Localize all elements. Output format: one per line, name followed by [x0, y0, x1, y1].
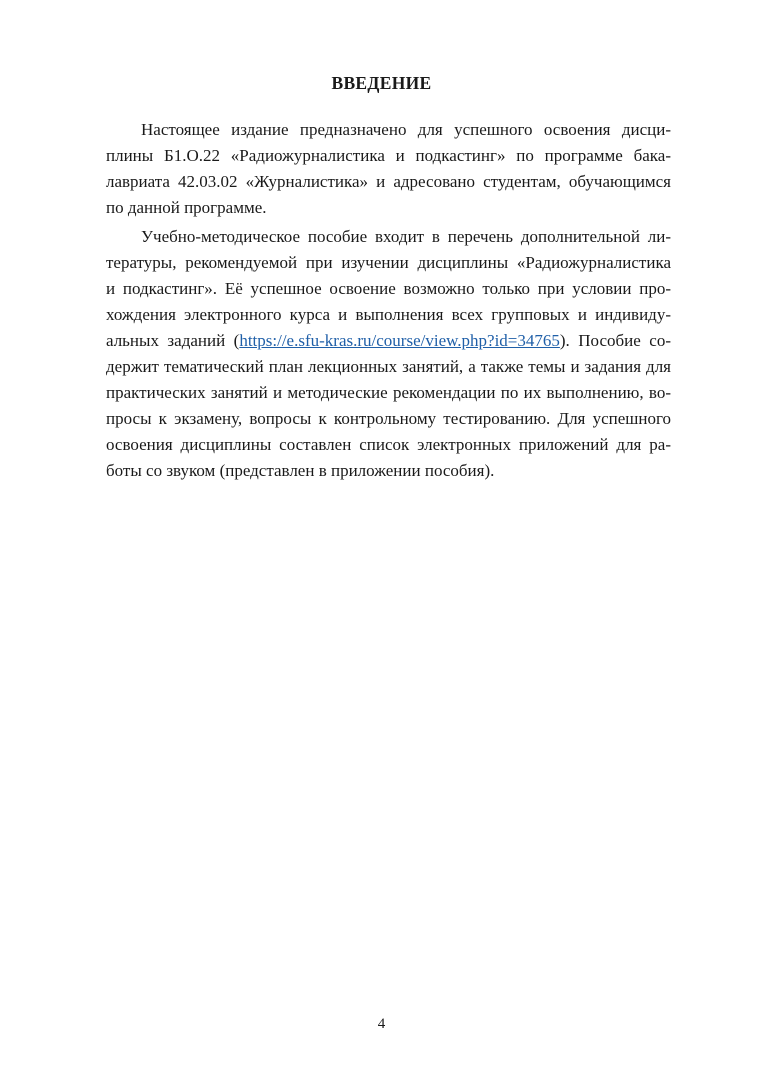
body-text	[106, 117, 671, 484]
text-line: и подкастинг». Её успешное освоение возможно только при условии про-	[106, 279, 671, 298]
page-title: ВВЕДЕНИЕ	[331, 73, 432, 93]
text-line: практических занятий и методические рекомендации по их выполнению, во-	[106, 383, 671, 402]
paragraph-course	[106, 224, 671, 484]
text-line: Настоящее издание предназначено для успешного освоения дисци-	[141, 120, 671, 139]
text-line: хождения электронного курса и выполнения всех групповых и индивиду-	[106, 305, 671, 324]
text-line: по данной программе.	[106, 198, 267, 217]
text-line: Учебно-методическое пособие входит в перечень дополнительной ли-	[141, 227, 671, 246]
paragraph-intro	[106, 117, 671, 221]
text-line: лавриата 42.03.02 «Журналистика» и адресовано студентам, обучающимся	[106, 172, 671, 191]
text-line: освоения дисциплины составлен список электронных приложений для ра-	[106, 435, 671, 454]
link-suffix-text: ). Пособие со-	[559, 331, 671, 350]
page-number: 4	[377, 1016, 386, 1032]
text-line: плины Б1.О.22 «Радиожурналистика и подкастинг» по программе бака-	[106, 146, 671, 165]
link-prefix-text: альных заданий (	[106, 331, 240, 350]
text-line: держит тематический план лекционных занятий, а также темы и задания для	[106, 357, 671, 376]
course-link[interactable]: https://e.sfu-kras.ru/course/view.php?id=34765	[239, 331, 560, 350]
text-line: просы к экзамену, вопросы к контрольному тестированию. Для успешного	[106, 409, 671, 428]
text-line-with-link	[106, 328, 671, 354]
text-line: боты со звуком (представлен в приложении пособия).	[106, 461, 495, 480]
text-line: тературы, рекомендуемой при изучении дисциплины «Радиожурналистика	[106, 253, 671, 272]
